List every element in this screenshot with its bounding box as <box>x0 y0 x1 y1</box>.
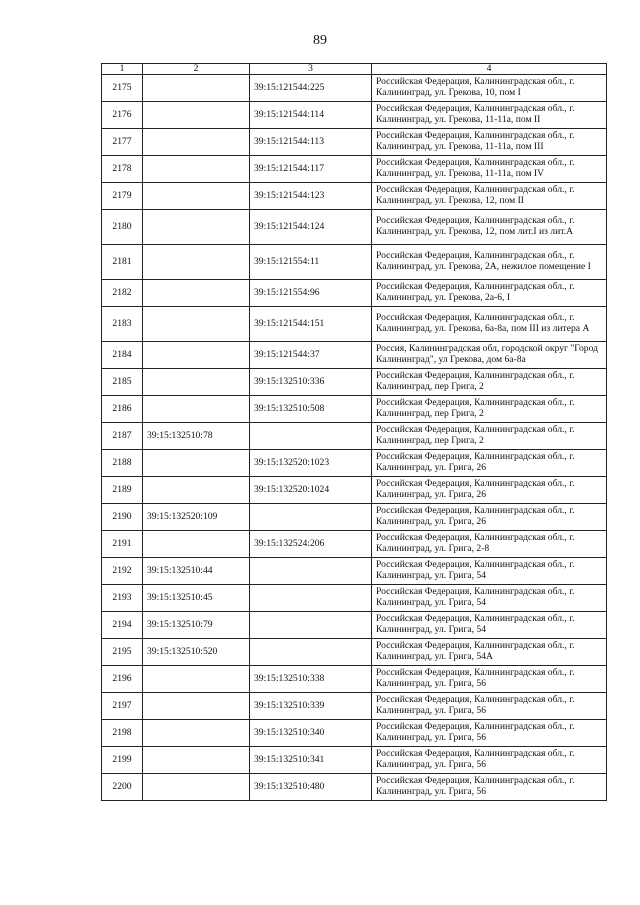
table-row <box>102 183 607 210</box>
cadastral-number-cell <box>143 693 250 720</box>
address-cell: Российская Федерация, Калининградская обл., г. Калининград, пер Грига, 2 <box>372 396 607 423</box>
table-row <box>102 342 607 369</box>
address-cell: Российская Федерация, Калининградская обл., г. Калининград, пер Грига, 2 <box>372 369 607 396</box>
object-cadastral-number-cell: 39:15:121544:113 <box>250 129 372 156</box>
cadastral-number-cell <box>143 307 250 342</box>
table-row <box>102 531 607 558</box>
row-number-cell: 2176 <box>102 102 143 129</box>
address-cell: Российская Федерация, Калининградская обл., г. Калининград, ул. Грига, 26 <box>372 450 607 477</box>
cadastral-number-cell: 39:15:132510:79 <box>143 612 250 639</box>
cadastral-number-cell: 39:15:132510:520 <box>143 639 250 666</box>
row-number-cell: 2194 <box>102 612 143 639</box>
row-number-cell: 2197 <box>102 693 143 720</box>
object-cadastral-number-cell: 39:15:132510:336 <box>250 369 372 396</box>
object-cadastral-number-cell: 39:15:132510:508 <box>250 396 372 423</box>
cadastral-number-cell <box>143 396 250 423</box>
address-cell: Российская Федерация, Калининградская обл., г. Калининград, ул. Грекова, 11-11а, пом IV <box>372 156 607 183</box>
object-cadastral-number-cell: 39:15:132520:1024 <box>250 477 372 504</box>
row-number-cell: 2185 <box>102 369 143 396</box>
object-cadastral-number-cell: 39:15:121544:124 <box>250 210 372 245</box>
row-number-cell: 2181 <box>102 245 143 280</box>
page-number: 89 <box>313 33 327 48</box>
address-cell: Российская Федерация, Калининградская обл., г. Калининград, ул. Грига, 56 <box>372 774 607 801</box>
table-row <box>102 585 607 612</box>
address-cell: Российская Федерация, Калининградская обл., г. Калининград, ул. Грекова, 11-11а, пом II <box>372 102 607 129</box>
object-cadastral-number-cell: 39:15:132520:1023 <box>250 450 372 477</box>
address-cell: Российская Федерация, Калининградская обл., г. Калининград, ул. Грига, 26 <box>372 504 607 531</box>
object-cadastral-number-cell: 39:15:121544:225 <box>250 75 372 102</box>
table-row <box>102 369 607 396</box>
row-number-cell: 2186 <box>102 396 143 423</box>
address-cell: Российская Федерация, Калининградская обл., г. Калининград, ул. Грига, 26 <box>372 477 607 504</box>
row-number-cell: 2190 <box>102 504 143 531</box>
table-row <box>102 423 607 450</box>
cadastral-number-cell: 39:15:132510:45 <box>143 585 250 612</box>
table-row <box>102 504 607 531</box>
object-cadastral-number-cell: 39:15:121544:117 <box>250 156 372 183</box>
row-number-cell: 2198 <box>102 720 143 747</box>
object-cadastral-number-cell: 39:15:132510:480 <box>250 774 372 801</box>
cadastral-number-cell: 39:15:132510:44 <box>143 558 250 585</box>
table-row <box>102 396 607 423</box>
cadastral-number-cell <box>143 75 250 102</box>
cadastral-number-cell <box>143 369 250 396</box>
object-cadastral-number-cell: 39:15:121554:96 <box>250 280 372 307</box>
object-cadastral-number-cell <box>250 585 372 612</box>
address-cell: Российская Федерация, Калининградская обл., г. Калининград, ул. Грекова, 11-11а, пом III <box>372 129 607 156</box>
address-cell: Российская Федерация, Калининградская обл., г. Калининград, ул. Грекова, 6а-8а, пом III из литера А <box>372 307 607 342</box>
header-col-3: 3 <box>250 64 372 75</box>
table-row <box>102 450 607 477</box>
row-number-cell: 2184 <box>102 342 143 369</box>
row-number-cell: 2196 <box>102 666 143 693</box>
object-cadastral-number-cell <box>250 558 372 585</box>
object-cadastral-number-cell: 39:15:121544:123 <box>250 183 372 210</box>
cadastral-number-cell <box>143 245 250 280</box>
object-cadastral-number-cell: 39:15:121544:151 <box>250 307 372 342</box>
cadastral-number-cell <box>143 183 250 210</box>
object-cadastral-number-cell: 39:15:121544:114 <box>250 102 372 129</box>
table-row <box>102 639 607 666</box>
cadastral-number-cell: 39:15:132510:78 <box>143 423 250 450</box>
cadastral-number-cell <box>143 450 250 477</box>
table-row <box>102 774 607 801</box>
object-cadastral-number-cell: 39:15:121554:11 <box>250 245 372 280</box>
cadastral-number-cell <box>143 747 250 774</box>
object-cadastral-number-cell <box>250 423 372 450</box>
row-number-cell: 2175 <box>102 75 143 102</box>
address-cell: Российская Федерация, Калининградская обл., г. Калининград, ул. Грига, 54А <box>372 639 607 666</box>
cadastral-number-cell <box>143 477 250 504</box>
row-number-cell: 2189 <box>102 477 143 504</box>
table-row <box>102 666 607 693</box>
object-cadastral-number-cell: 39:15:121544:37 <box>250 342 372 369</box>
row-number-cell: 2200 <box>102 774 143 801</box>
header-col-1: 1 <box>102 64 143 75</box>
object-cadastral-number-cell <box>250 612 372 639</box>
header-col-4: 4 <box>372 64 607 75</box>
table-row <box>102 558 607 585</box>
table-row <box>102 210 607 245</box>
cadastral-number-cell <box>143 342 250 369</box>
cadastral-number-cell <box>143 102 250 129</box>
table-row <box>102 612 607 639</box>
address-cell: Российская Федерация, Калининградская обл., г. Калининград, ул. Грига, 2-8 <box>372 531 607 558</box>
row-number-cell: 2199 <box>102 747 143 774</box>
cadastral-number-cell <box>143 774 250 801</box>
table-row <box>102 307 607 342</box>
row-number-cell: 2195 <box>102 639 143 666</box>
cadastral-number-cell <box>143 720 250 747</box>
address-cell: Российская Федерация, Калининградская обл., г. Калининград, ул. Грига, 56 <box>372 693 607 720</box>
address-cell: Российская Федерация, Калининградская обл., г. Калининград, ул. Грекова, 12, пом лит.I из лит.А <box>372 210 607 245</box>
object-cadastral-number-cell: 39:15:132510:340 <box>250 720 372 747</box>
row-number-cell: 2179 <box>102 183 143 210</box>
address-cell: Россия, Калининградская обл, городской округ "Город Калининград", ул Грекова, дом 6а-8а <box>372 342 607 369</box>
cadastral-number-cell <box>143 666 250 693</box>
header-row <box>102 64 607 75</box>
address-cell: Российская Федерация, Калининградская обл., г. Калининград, ул. Грига, 56 <box>372 666 607 693</box>
table-row <box>102 280 607 307</box>
table-row <box>102 156 607 183</box>
address-cell: Российская Федерация, Калининградская обл., г. Калининград, ул. Грига, 54 <box>372 558 607 585</box>
table-row <box>102 245 607 280</box>
registry-table-body <box>102 64 607 801</box>
table-row <box>102 129 607 156</box>
object-cadastral-number-cell <box>250 639 372 666</box>
row-number-cell: 2177 <box>102 129 143 156</box>
row-number-cell: 2187 <box>102 423 143 450</box>
address-cell: Российская Федерация, Калининградская обл., г. Калининград, ул. Грекова, 12, пом II <box>372 183 607 210</box>
row-number-cell: 2191 <box>102 531 143 558</box>
table-row <box>102 693 607 720</box>
object-cadastral-number-cell: 39:15:132510:341 <box>250 747 372 774</box>
table-row <box>102 75 607 102</box>
object-cadastral-number-cell: 39:15:132524:206 <box>250 531 372 558</box>
table-row <box>102 102 607 129</box>
row-number-cell: 2180 <box>102 210 143 245</box>
table-row <box>102 720 607 747</box>
row-number-cell: 2178 <box>102 156 143 183</box>
address-cell: Российская Федерация, Калининградская обл., г. Калининград, ул. Грига, 56 <box>372 747 607 774</box>
address-cell: Российская Федерация, Калининградская обл., г. Калининград, ул. Грекова, 2а-6, I <box>372 280 607 307</box>
table-row <box>102 747 607 774</box>
cadastral-number-cell: 39:15:132520:109 <box>143 504 250 531</box>
address-cell: Российская Федерация, Калининградская обл., г. Калининград, ул. Грига, 54 <box>372 612 607 639</box>
address-cell: Российская Федерация, Калининградская обл., г. Калининград, ул. Грекова, 10, пом I <box>372 75 607 102</box>
table-row <box>102 477 607 504</box>
cadastral-number-cell <box>143 210 250 245</box>
row-number-cell: 2182 <box>102 280 143 307</box>
row-number-cell: 2188 <box>102 450 143 477</box>
cadastral-number-cell <box>143 280 250 307</box>
cadastral-number-cell <box>143 129 250 156</box>
cadastral-number-cell <box>143 156 250 183</box>
cadastral-number-cell <box>143 531 250 558</box>
address-cell: Российская Федерация, Калининградская обл., г. Калининград, ул. Грига, 56 <box>372 720 607 747</box>
object-cadastral-number-cell: 39:15:132510:339 <box>250 693 372 720</box>
header-col-2: 2 <box>143 64 250 75</box>
row-number-cell: 2183 <box>102 307 143 342</box>
object-cadastral-number-cell: 39:15:132510:338 <box>250 666 372 693</box>
address-cell: Российская Федерация, Калининградская обл., г. Калининград, пер Грига, 2 <box>372 423 607 450</box>
row-number-cell: 2193 <box>102 585 143 612</box>
object-cadastral-number-cell <box>250 504 372 531</box>
address-cell: Российская Федерация, Калининградская обл., г. Калининград, ул. Грекова, 2А, нежилое помещение I <box>372 245 607 280</box>
registry-table <box>101 63 607 801</box>
row-number-cell: 2192 <box>102 558 143 585</box>
address-cell: Российская Федерация, Калининградская обл., г. Калининград, ул. Грига, 54 <box>372 585 607 612</box>
